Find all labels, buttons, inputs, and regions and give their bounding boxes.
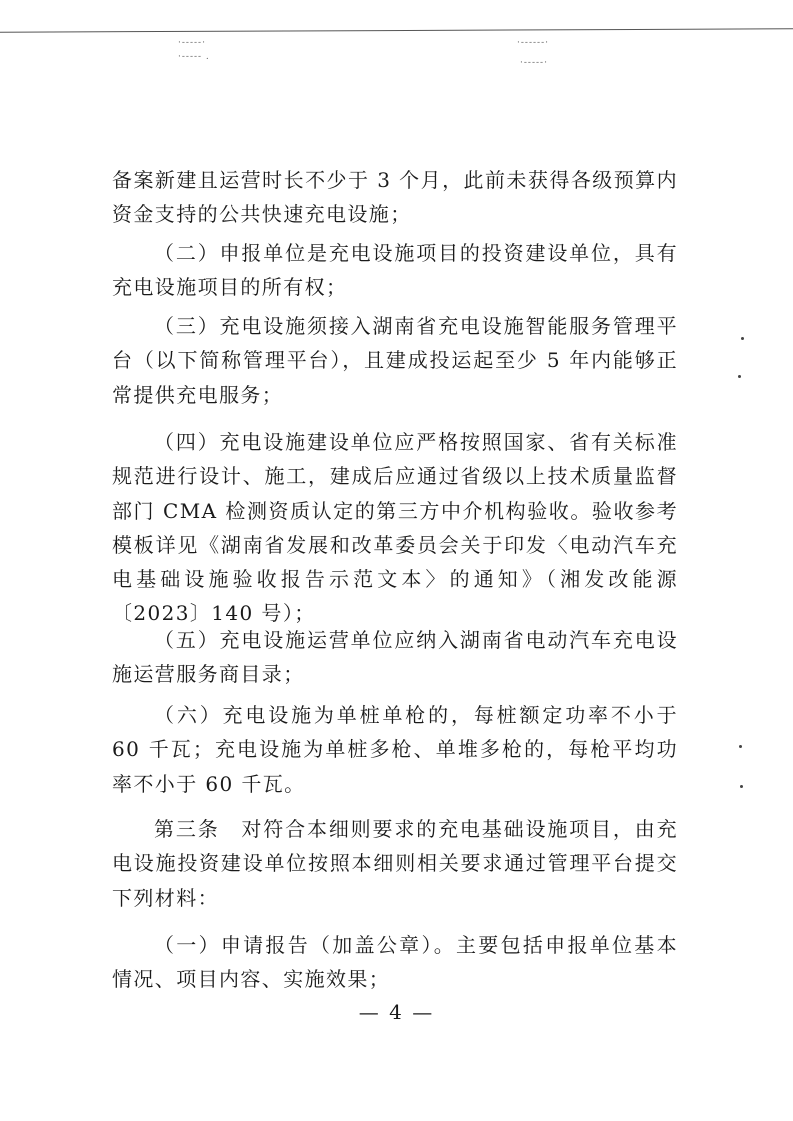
paragraph-5: （五）充电设施运营单位应纳入湖南省电动汽车充电设施运营服务商目录； <box>112 628 678 687</box>
paragraph-6: （六）充电设施为单桩单枪的，每桩额定功率不小于 60 千瓦；充电设施为单桩多枪、单堆多枪的，每枪平均功率不小于 60 千瓦。 <box>112 703 678 796</box>
scan-speck <box>741 337 744 340</box>
paragraph-4: （四）充电设施建设单位应严格按照国家、省有关标准规范进行设计、施工，建成后应通过省级以上技术质量监督部门 CMA 检测资质认定的第三方中介机构验收。验收参考模板详见《湖南省发展和改革委员会关于印发〈电动汽车充电基础设施验收报告示范文本〉的通知》（湘发改能源〔2023〕140 号）； <box>112 430 678 626</box>
scan-speck: ·‐‐‐‐‐‐· <box>517 38 549 48</box>
paragraph-8: （一）申请报告（加盖公章）。主要包括申报单位基本情况、项目内容、实施效果； <box>112 933 678 992</box>
paragraph-1: 备案新建且运营时长不少于 3 个月，此前未获得各级预算内资金支持的公共快速充电设施； <box>112 168 678 227</box>
scan-top-rule <box>0 28 793 32</box>
scan-speck <box>740 785 743 788</box>
paragraph-7-article-3: 第三条 对符合本细则要求的充电基础设施项目，由充电设施投资建设单位按照本细则相关要求通过管理平台提交下列材料： <box>112 817 678 910</box>
scan-speck: ·‐‐‐‐‐· <box>520 58 548 68</box>
scan-speck <box>739 745 742 748</box>
scan-speck <box>738 375 741 378</box>
scan-speck: ·‐‐‐‐‐· <box>178 38 206 48</box>
scan-speck: ·‐‐‐‐‐ . <box>178 52 210 62</box>
paragraph-3: （三）充电设施须接入湖南省充电设施智能服务管理平台（以下简称管理平台），且建成投运起至少 5 年内能够正常提供充电服务； <box>112 314 678 407</box>
page-number: — 4 — <box>358 1000 435 1024</box>
paragraph-2: （二）申报单位是充电设施项目的投资建设单位，具有充电设施项目的所有权； <box>112 241 678 300</box>
